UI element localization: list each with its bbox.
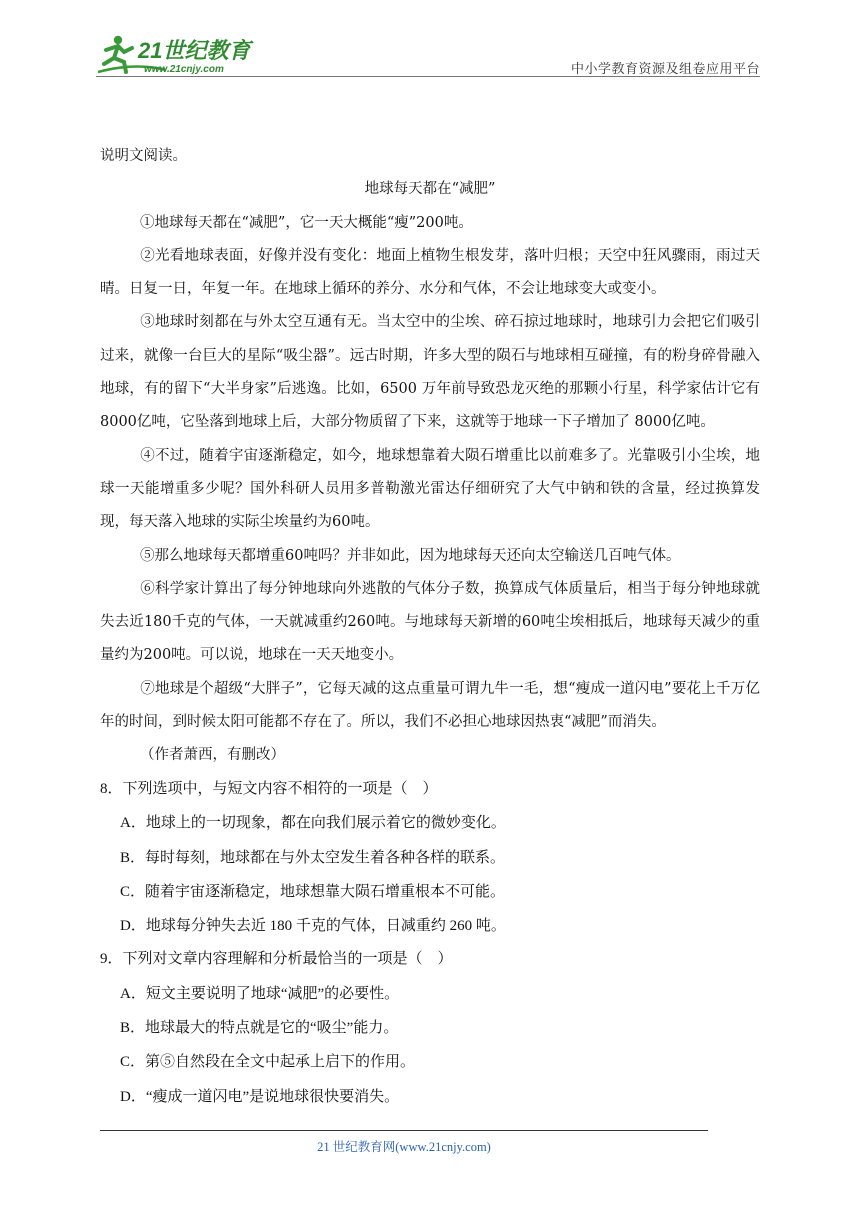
svg-text:www.21cnjy.com: www.21cnjy.com (144, 64, 224, 75)
question-9-option-b: B．地球最大的特点就是它的“吸尘”能力。 (120, 1020, 399, 1037)
paragraph-7: ⑦地球是个超级“大胖子”，它每天减的这点重量可谓九牛一毛，想“瘦成一道闪电”要花上千万亿年的时间，到时候太阳可能都不存在了。所以，我们不必担心地球因热衷“减肥”而消失。 (100, 680, 760, 731)
paragraph-3: ③地球时刻都在与外太空互通有无。当太空中的尘埃、碎石掠过地球时，地球引力会把它们吸引过来，就像一台巨大的星际“吸尘器”。远古时期，许多大型的陨石与地球相互碰撞，有的粉身碎骨融入地球，有的留下“大半身家”后逃逸。比如，6500 万年前导致恐龙灭绝的那颗小行星，科学家估计它有8000亿吨，它坠落到地球上后，大部分物质留了下来，这就等于地球一下子增加了 8000亿吨。 (100, 314, 760, 431)
article-title: 地球每天都在“减肥” (364, 181, 496, 198)
page-header (96, 30, 760, 78)
paragraph-5: ⑤那么地球每天都增重60吨吗？并非如此，因为地球每天还向太空输送几百吨气体。 (140, 547, 681, 564)
question-8-option-c: C．随着宇宙逐渐稳定，地球想靠大陨石增重根本不可能。 (120, 883, 506, 900)
author-note: （作者萧西，有删改） (140, 747, 285, 764)
paragraph-1: ①地球每天都在“减肥”，它一天大概能“瘦”200吨。 (140, 214, 473, 231)
question-9-option-c: C．第⑤自然段在全文中起承上启下的作用。 (120, 1054, 416, 1071)
paragraph-2: ②光看地球表面，好像并没有变化：地面上植物生根发芽，落叶归根；天空中狂风骤雨，雨过天晴。日复一日，年复一年。在地球上循环的养分、水分和气体，不会让地球变大或变小。 (100, 247, 760, 298)
svg-text:21世纪教育: 21世纪教育 (138, 38, 251, 63)
question-8-option-d: D．地球每分钟失去近 180 千克的气体，日减重约 260 吨。 (120, 918, 506, 935)
question-9-stem: 9．下列对文章内容理解和分析最恰当的一项是（ ） (100, 951, 453, 968)
question-9-option-d: D．“瘦成一道闪电”是说地球很快要消失。 (120, 1088, 400, 1105)
footer-link[interactable]: 21 世纪教育网(www.21cnjy.com) (317, 1140, 491, 1154)
paragraph-6: ⑥科学家计算出了每分钟地球向外逃散的气体分子数，换算成气体质量后，相当于每分钟地球就失去近180千克的气体，一天就减重约260吨。与地球每天新增的60吨尘埃相抵后，地球每天减少的重量约为200吨。可以说，地球在一天天地变小。 (100, 580, 760, 664)
logo-21cnjy (96, 32, 266, 76)
section-intro: 说明文阅读。 (100, 148, 187, 164)
question-8-option-b: B．每时每刻，地球都在与外太空发生着各种各样的联系。 (120, 849, 506, 866)
platform-name: 中小学教育资源及组卷应用平台 (570, 62, 760, 77)
document-body (100, 140, 760, 1114)
footer-divider (100, 1130, 708, 1131)
header-divider (96, 76, 760, 77)
paragraph-4: ④不过，随着宇宙逐渐稳定，如今，地球想靠着大陨石增重比以前难多了。光靠吸引小尘埃，地球一天能增重多少呢？国外科研人员用多普勒激光雷达仔细研究了大气中钠和铁的含量，经过换算发现，每天落入地球的实际尘埃量约为60吨。 (100, 447, 760, 531)
question-9-option-a: A．短文主要说明了地球“减肥”的必要性。 (120, 986, 400, 1003)
question-8-option-a: A．地球上的一切现象，都在向我们展示着它的微妙变化。 (120, 815, 506, 832)
question-8-stem: 8．下列选项中，与短文内容不相符的一项是（ ） (100, 780, 438, 797)
